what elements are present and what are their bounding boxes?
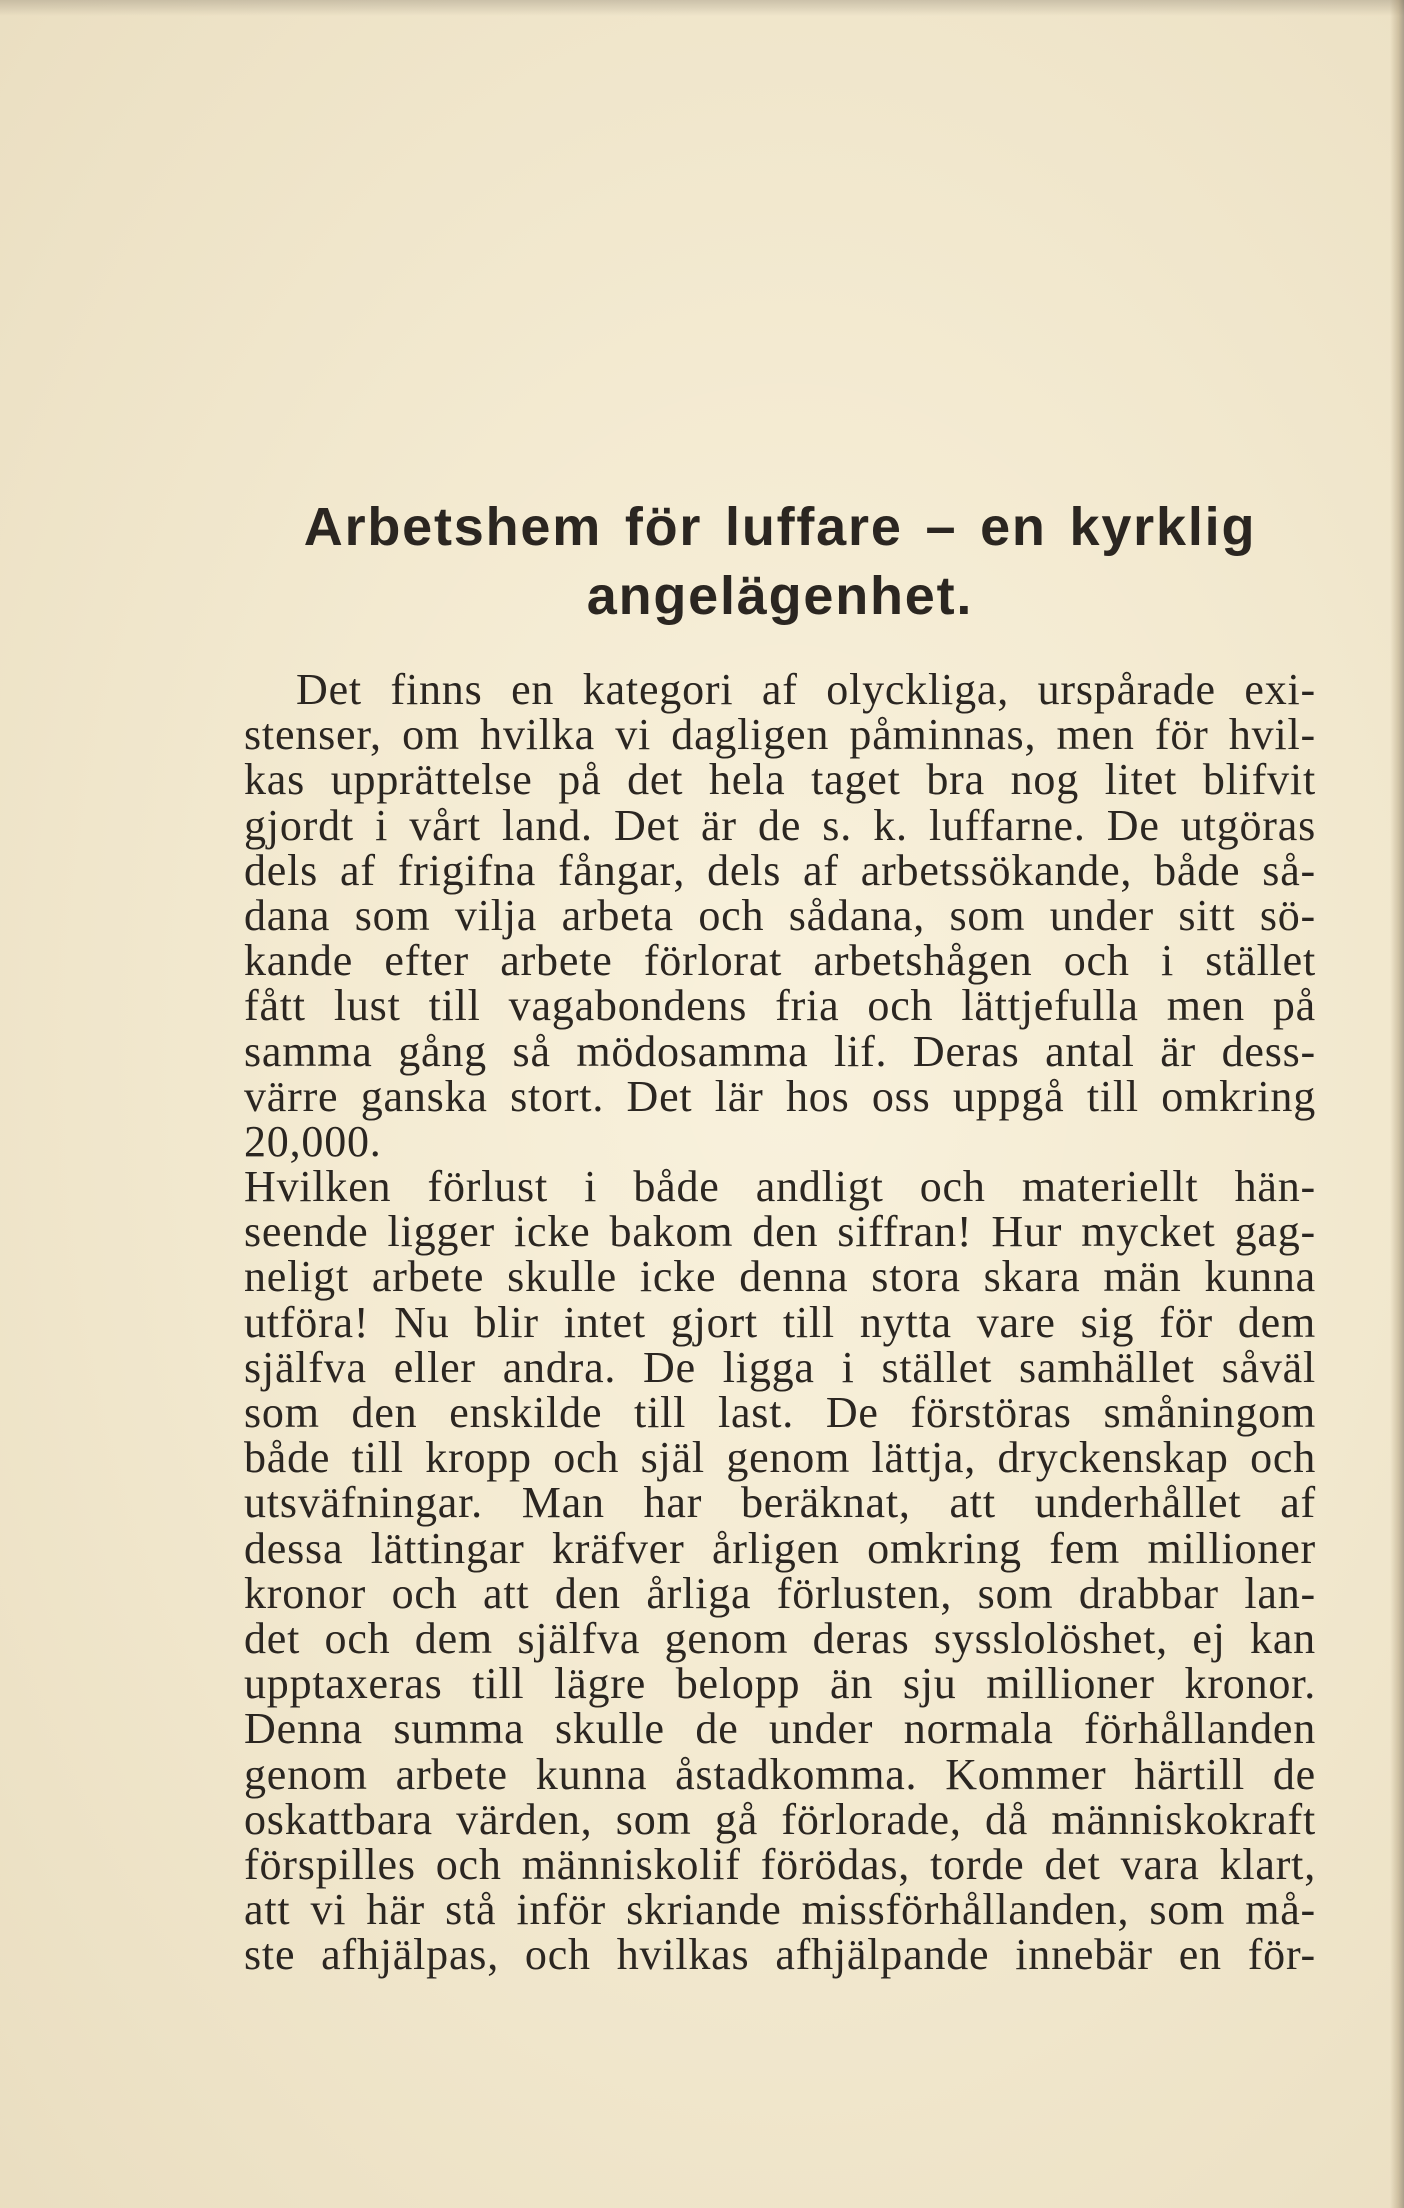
page-top-edge	[0, 0, 1404, 16]
text-line: oskattbara värden, som gå förlorade, då människokraft	[244, 1794, 1316, 1844]
text-line: dessa lättingar kräfver årligen omkring fem millioner	[244, 1523, 1316, 1573]
text-line: dana som vilja arbeta och sådana, som under sitt sö-	[244, 890, 1316, 940]
text-line: att vi här stå inför skriande missförhållanden, som må-	[244, 1885, 1316, 1935]
text-line: Hvilken förlust i både andligt och materiellt hän-	[244, 1162, 1316, 1212]
text-line: gjordt i vårt land. Det är de s. k. luffarne. De utgöras	[244, 800, 1316, 850]
article-title	[244, 493, 1316, 631]
text-line: själfva eller andra. De ligga i stället samhället såväl	[244, 1342, 1316, 1392]
title-line: angelägenhet.	[586, 566, 974, 626]
text-line: utföra! Nu blir intet gjort till nytta vare sig för dem	[244, 1297, 1316, 1347]
text-line: både till kropp och själ genom lättja, dryckenskap och	[244, 1433, 1316, 1483]
paragraph	[244, 667, 1316, 1164]
text-line: kas upprättelse på det hela taget bra nog litet blifvit	[244, 755, 1316, 805]
text-line: utsväfningar. Man har beräknat, att underhållet af	[244, 1478, 1316, 1528]
text-line: 20,000.	[244, 1116, 382, 1166]
text-line: upptaxeras till lägre belopp än sju millioner kronor.	[244, 1659, 1316, 1709]
text-line: kande efter arbete förlorat arbetshågen och i stället	[244, 936, 1316, 986]
text-line: stenser, om hvilka vi dagligen påminnas, men för hvil-	[244, 710, 1316, 760]
article-body	[244, 665, 1316, 1980]
text-line: det och dem själfva genom deras sysslolöshet, ej kan	[244, 1613, 1316, 1663]
page-right-edge	[1390, 0, 1404, 2208]
text-line: fått lust till vagabondens fria och lättjefulla men på	[244, 981, 1316, 1031]
text-line: ste afhjälpas, och hvilkas afhjälpande innebär en för-	[244, 1930, 1316, 1980]
text-line: som den enskilde till last. De förstöras småningom	[244, 1388, 1316, 1437]
text-line: Denna summa skulle de under normala förhållanden	[244, 1704, 1316, 1754]
text-line: dels af frigifna fångar, dels af arbetssökande, både så-	[244, 845, 1316, 895]
text-line: värre ganska stort. Det lär hos oss uppgå till omkring	[244, 1071, 1316, 1121]
text-line: samma gång så mödosamma lif. Deras antal är dess-	[244, 1026, 1316, 1076]
text-line: neligt arbete skulle icke denna stora skara män kunna	[244, 1252, 1316, 1302]
text-line: kronor och att den årliga förlusten, som drabbar lan-	[244, 1568, 1316, 1618]
text-line: seende ligger icke bakom den siffran! Hur mycket gag-	[244, 1207, 1316, 1257]
text-line: förspilles och människolif förödas, torde det vara klart,	[244, 1839, 1316, 1889]
text-line: genom arbete kunna åstadkomma. Kommer härtill de	[244, 1749, 1316, 1799]
paragraph	[244, 1162, 1316, 1980]
title-line: Arbetshem för luffare – en kyrklig	[303, 497, 1257, 557]
text-line: Det finns en kategori af olyckliga, urspårade exi-	[296, 665, 1316, 714]
